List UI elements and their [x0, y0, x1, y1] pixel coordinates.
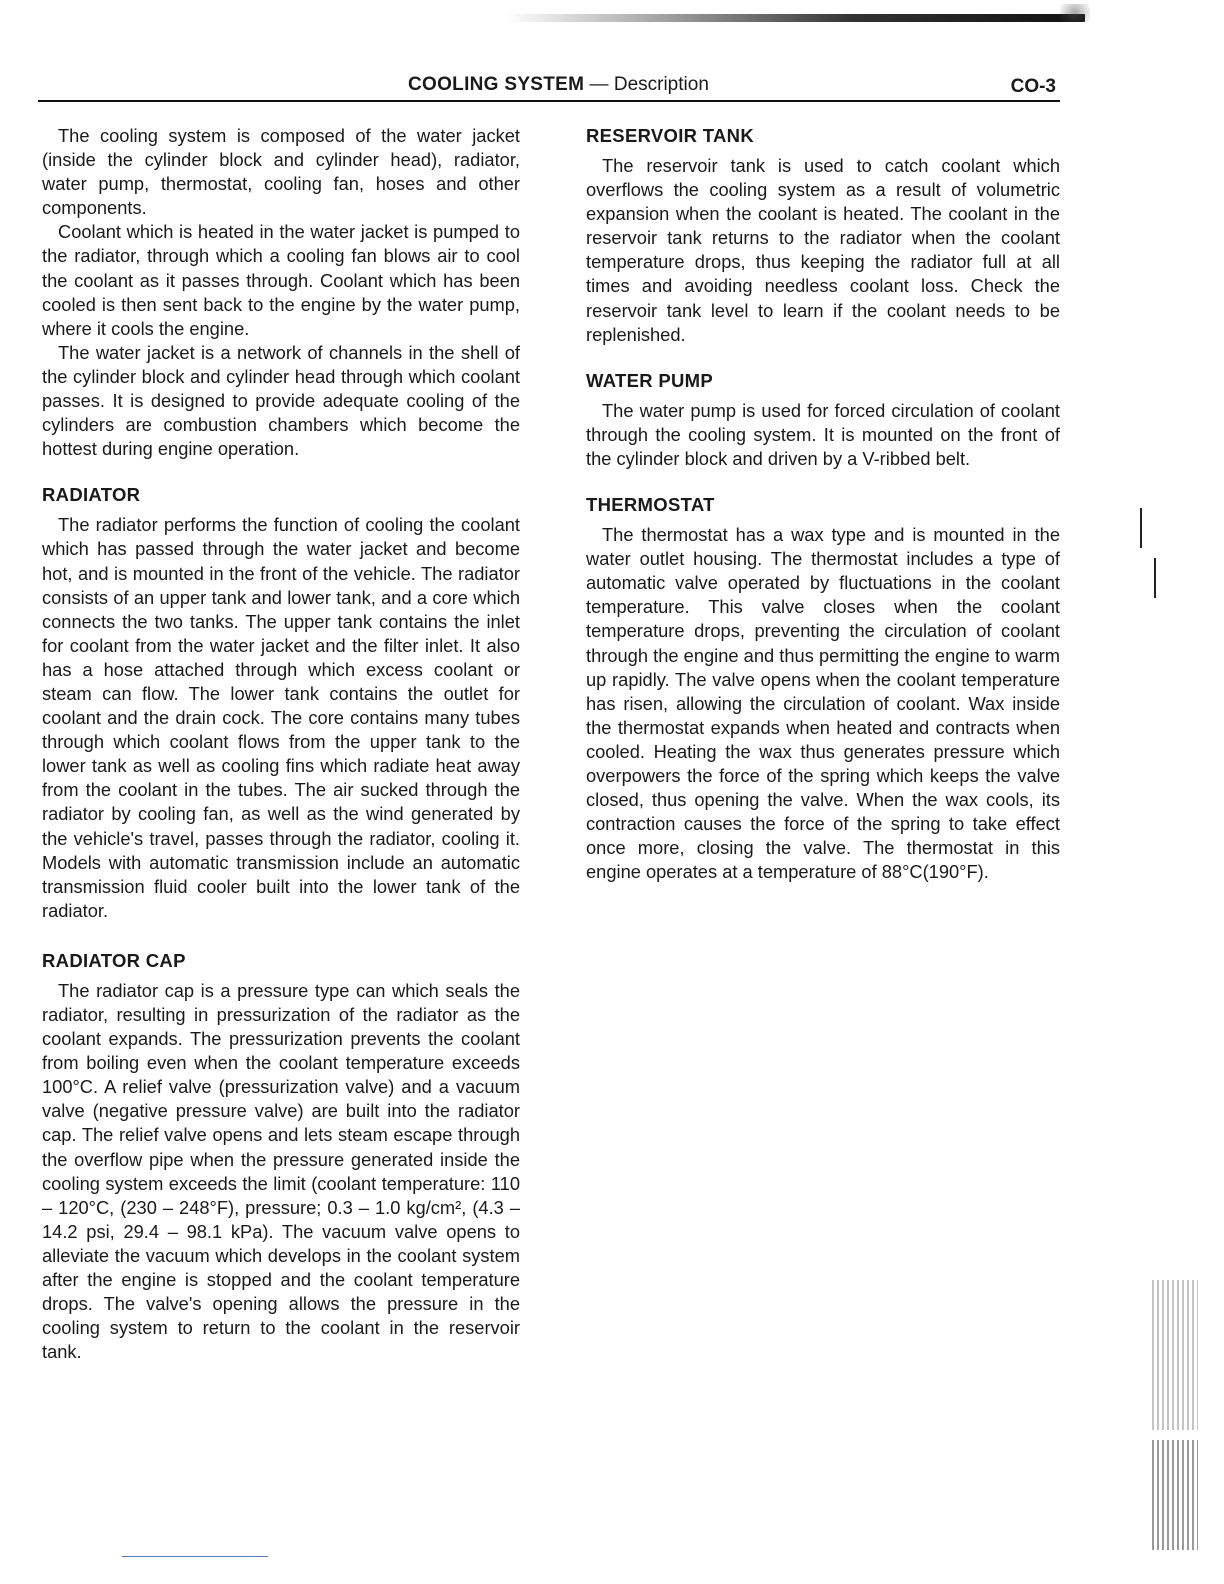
- edge-line-2: [1154, 558, 1156, 598]
- edge-line-1: [1140, 508, 1142, 548]
- page-number: CO-3: [1010, 76, 1056, 97]
- left-column: [42, 124, 520, 1364]
- thermostat-heading: THERMOSTAT: [586, 494, 715, 516]
- water-pump-heading: WATER PUMP: [586, 369, 714, 391]
- header-subsection: Description: [613, 74, 709, 95]
- radiator-paragraph: The radiator performs the function of cooling the coolant which has passed through the water jacket and become hot, and is mounted in the front of the vehicle. The radiator consists of an upper tank and lower tank, and a core which connects the two tanks. The upper tank contains the inlet for coolant from the water jacket and the filter inlet. It also has a hose attached through which excess coolant or steam can flow. The lower tank contains the outlet for coolant and the drain cock. The core contains many tubes through which coolant flows from the upper tank to the lower tank as well as cooling fins which radiate heat away from the coolant in the tubes. The air sucked through the radiator by cooling fan, as well as the wind generated by the vehicle's travel, passes through the radiator, cooling it. Models with automatic transmission include an automatic transmission fluid cooler built into the lower tank of the radiator.: [42, 514, 520, 921]
- thermostat-paragraph: The thermostat has a wax type and is mounted in the water outlet housing. The thermostat includes a type of automatic valve operated by fluctuations in the coolant temperature. This valve closes when the coolant temperature drops, preventing the circulation of coolant through the engine and thus permitting the engine to warm up rapidly. The valve opens when the coolant temperature has risen, allowing the circulation of coolant. Wax inside the thermostat expands when heated and contracts when cooled. Heating the wax thus generates pressure which overpowers the force of the spring which keeps the valve closed, thus opening the valve. When the wax cools, its contraction causes the force of the spring to take effect once more, closing the valve. The thermostat in this engine operates at a temperature of 88°C(190°F).: [586, 524, 1060, 883]
- intro-paragraph-2: Coolant which is heated in the water jacket is pumped to the radiator, through which a cooling fan blows air to cool the coolant as it passes through. Coolant which has been cooled is then sent back to the engine by the water pump, where it cools the engine.: [42, 221, 520, 339]
- water-pump-paragraph: The water pump is used for forced circulation of coolant through the cooling system. It is mounted on the front of the cylinder block and driven by a V-ribbed belt.: [586, 399, 1060, 469]
- header-title: [408, 74, 709, 96]
- edge-speckle-2: [1152, 1440, 1198, 1550]
- radiator-cap-heading: RADIATOR CAP: [42, 949, 186, 971]
- reservoir-tank-heading: RESERVOIR TANK: [586, 125, 754, 146]
- intro-paragraph-1: The cooling system is composed of the water jacket (inside the cylinder block and cylinder head), radiator, water pump, thermostat, cooling fan, hoses and other components.: [42, 125, 520, 219]
- header-section: COOLING SYSTEM: [408, 74, 585, 95]
- edge-speckle-1: [1152, 1280, 1198, 1430]
- intro-paragraph-3: The water jacket is a network of channels in the shell of the cylinder block and cylinder head through which coolant passes. It is designed to provide adequate cooling of the cylinders are combustion chambers which become the hottest during engine operation.: [42, 341, 520, 460]
- scan-artifact-speck: [1060, 4, 1090, 22]
- radiator-cap-paragraph: The radiator cap is a pressure type can which seals the radiator, resulting in pressurization of the radiator as the coolant expands. The pressurization prevents the coolant from boiling even when the coolant temperature exceeds 100°C. A relief valve (pressurization valve) and a vacuum valve (negative pressure valve) are built into the radiator cap. The relief valve opens and lets steam escape through the overflow pipe when the pressure generated inside the cooling system exceeds the limit (coolant temperature: 110 – 120°C, (230 – 248°F), pressure; 0.3 – 1.0 kg/cm², (4.3 – 14.2 psi, 29.4 – 98.1 kPa). The vacuum valve opens to alleviate the vacuum which develops in the coolant system after the engine is stopped and the coolant temperature drops. The valve's opening allows the pressure in the cooling system to return to the coolant in the reservoir tank.: [42, 979, 520, 1363]
- page-header: [38, 72, 1060, 102]
- scan-edge-marks: [1138, 500, 1198, 1560]
- bottom-rule: [122, 1556, 268, 1557]
- radiator-heading: RADIATOR: [42, 484, 141, 506]
- right-column: [586, 124, 1060, 884]
- reservoir-tank-paragraph: The reservoir tank is used to catch coolant which overflows the cooling system as a result of volumetric expansion when the coolant is heated. The coolant in the reservoir tank returns to the radiator when the coolant temperature drops, thus keeping the radiator full at all times and avoiding needless coolant loss. Check the reservoir tank level to learn if the coolant needs to be replenished.: [586, 155, 1060, 345]
- scan-artifact-bar: [505, 14, 1085, 22]
- header-separator: —: [584, 74, 614, 95]
